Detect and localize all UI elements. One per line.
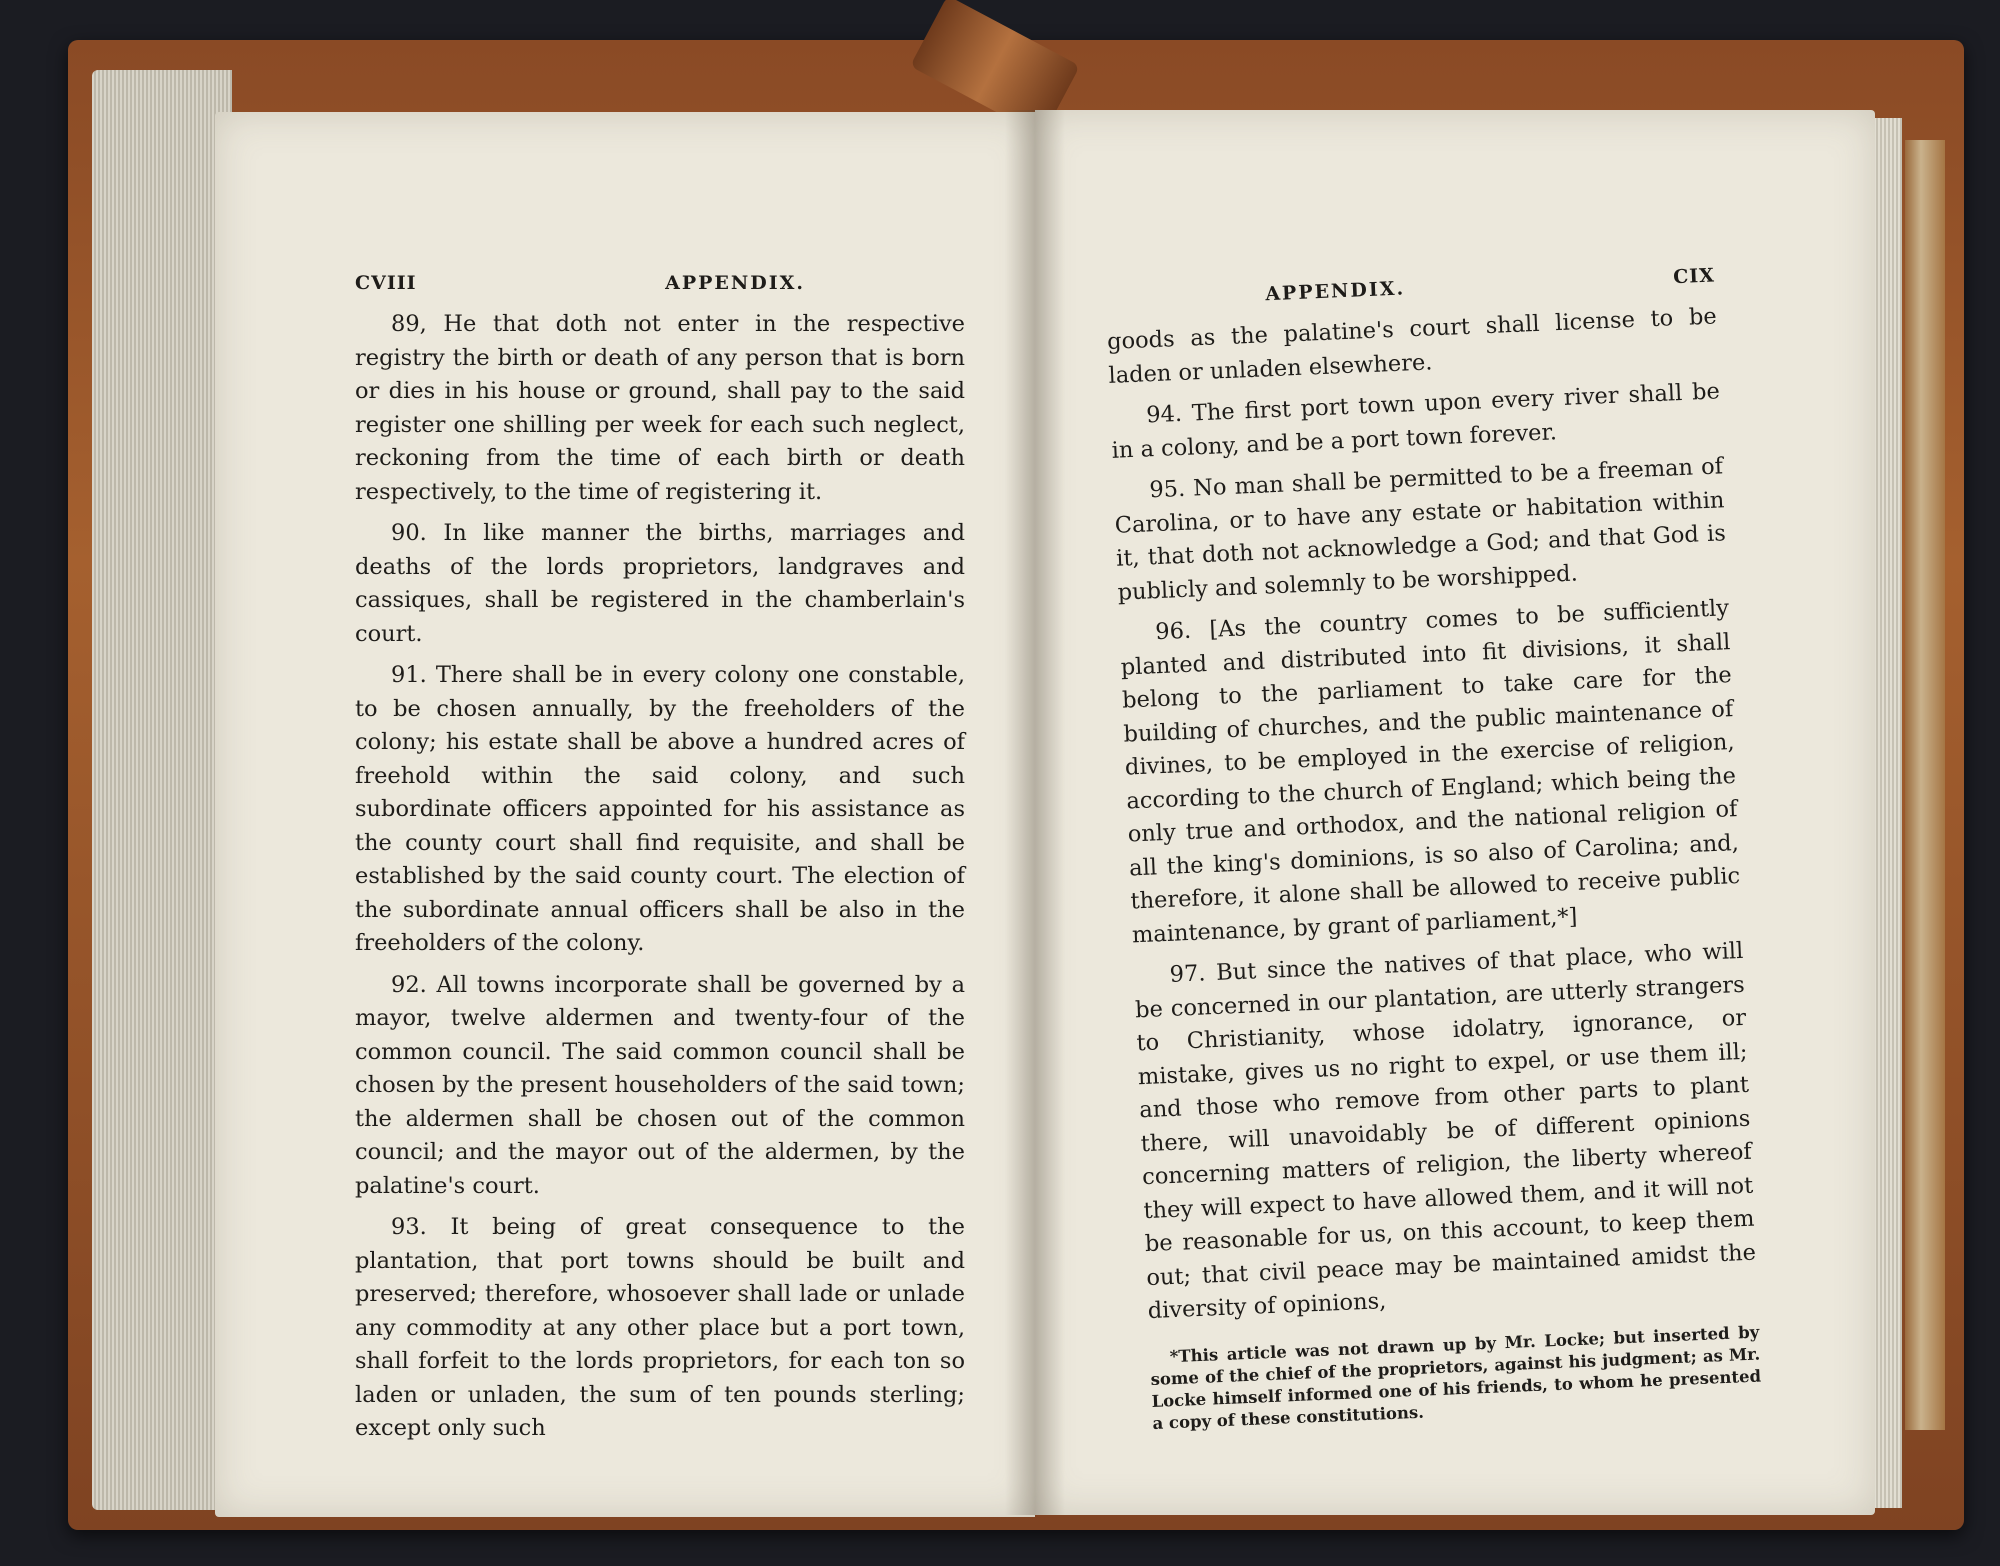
book-gutter: [1005, 110, 1065, 1515]
right-paragraph: 94. The first port town upon every river shall be in a colony, and be a port town forever.: [1111, 378, 1721, 464]
right-paragraph: 95. No man shall be permitted to be a freeman of Carolina, or to have any estate or habitation within it, that doth not acknowledge a God; and that God is publicly and solemnly to be worshipped.: [1114, 453, 1727, 606]
right-page: [1035, 110, 1875, 1515]
left-running-title: APPENDIX.: [665, 272, 805, 294]
cloth-strip: [1905, 140, 1945, 1430]
left-paragraph: 92. All towns incorporate shall be governed by a mayor, twelve aldermen and twenty-four of the common council. The said common council shall be chosen by the present householders of the said town; the aldermen shall be chosen out of the common council; and the mayor out of the aldermen, by the palatine's court.: [355, 971, 965, 1199]
right-page-number: CIX: [1672, 264, 1716, 289]
right-paragraph: 96. [As the country comes to be sufficiently planted and distributed into fit divisions, it shall belong to the parliament to take care for the building of churches, and the public maintenance of divines, to be employed in the exercise of religion, according to the church of England; which being the only true and orthodox, and the national religion of all the king's dominions, is so also of Carolina; and, therefore, it alone shall be allowed to receive public maintenance, by grant of parliament,*]: [1120, 595, 1741, 948]
right-continuation: goods as the palatine's court shall license to be laden or unladen elsewhere.: [1106, 303, 1718, 389]
left-paragraph: 90. In like manner the births, marriages and deaths of the lords proprietors, landgraves and cassiques, shall be registered in the chamberlain's court.: [355, 520, 965, 647]
left-page: [215, 112, 1035, 1517]
page-block-edge: [92, 70, 232, 1510]
left-text-column: [355, 272, 965, 1454]
left-paragraph: 91. There shall be in every colony one constable, to be chosen annually, by the freeholders of the colony; his estate shall be above a hundred acres of freehold within the said colony, and such subordinate officers appointed for his assistance as the county court shall find requisite, and shall be established by the said county court. The election of the subordinate annual officers shall be also in the freeholders of the colony.: [355, 662, 965, 956]
right-paragraph: 97. But since the natives of that place, who will be concerned in our plantation, are utterly strangers to Christianity, whose idolatry, ignorance, or mistake, gives us no right to expel, or use them ill; and those who remove from other parts to plant there, will unavoidably be of different opinions concerning matters of religion, the liberty whereof they will expect to have allowed them, and it will not be reasonable for us, on this account, to keep them out; that civil peace may be maintained amidst the diversity of opinions,: [1134, 937, 1757, 1325]
right-text-column: [1105, 264, 1763, 1451]
left-page-number: CVIII: [355, 272, 417, 294]
footnote: *This article was not drawn up by Mr. Locke; but inserted by some of the chief of the proprietors, against his judgment; as Mr. Locke himself informed one of his friends, to whom he presented a copy of these constitutions.: [1150, 1322, 1762, 1433]
left-paragraph: 93. It being of great consequence to the plantation, that port towns should be built and preserved; therefore, whosoever shall lade or unlade any commodity at any other place but a port town, shall forfeit to the lords proprietors, for each ton so laden or unladen, the sum of ten pounds sterling; except only such: [355, 1214, 965, 1441]
right-running-title: APPENDIX.: [1264, 277, 1406, 306]
left-paragraph: 89, He that doth not enter in the respective registry the birth or death of any person that is born or dies in his house or ground, shall pay to the said register one shilling per week for each such neglect, reckoning from the time of each birth or death respectively, to the time of registering it.: [355, 311, 965, 505]
left-running-head: [355, 272, 965, 294]
